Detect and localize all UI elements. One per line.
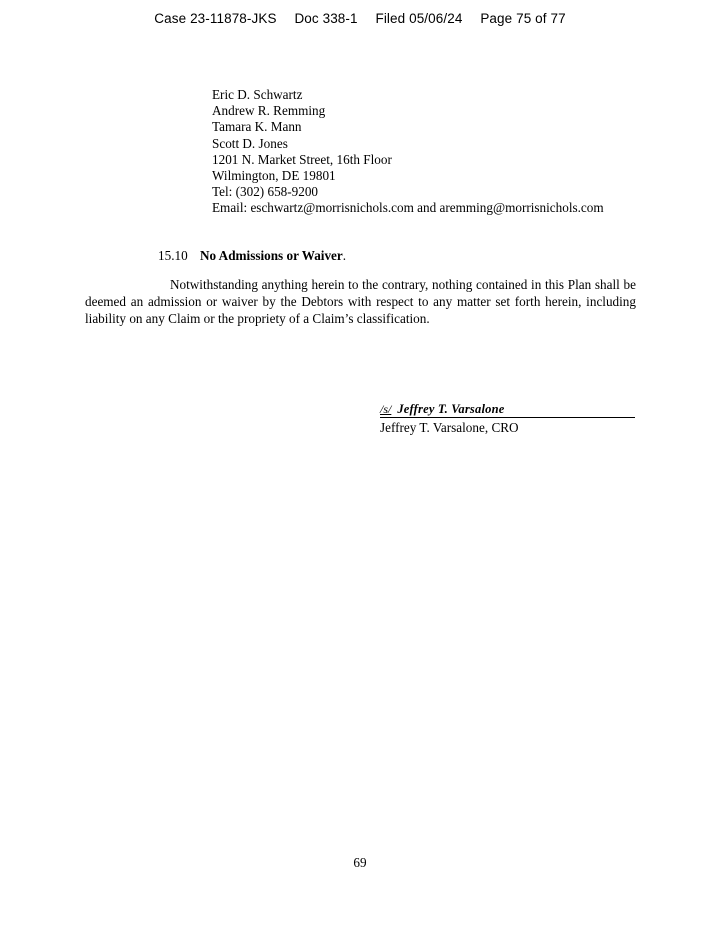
address-line: Email: eschwartz@morrisnichols.com and aremming@morrisnichols.com	[212, 200, 604, 216]
document-number: Doc 338-1	[294, 11, 358, 26]
section-heading	[158, 248, 346, 264]
address-line: Eric D. Schwartz	[212, 87, 303, 102]
court-filing-header	[0, 11, 720, 26]
signature-block	[380, 401, 635, 436]
page-of-total: Page 75 of 77	[480, 11, 566, 26]
address-line: 1201 N. Market Street, 16th Floor	[212, 151, 392, 167]
page-number: 69	[353, 855, 367, 870]
case-number: Case 23-11878-JKS	[154, 11, 277, 26]
address-line: Tamara K. Mann	[212, 119, 302, 135]
counsel-address-block	[212, 87, 604, 217]
address-line: Wilmington, DE 19801	[212, 168, 336, 184]
signature-line	[380, 401, 635, 418]
section-title-suffix: .	[342, 248, 347, 263]
filed-date: Filed 05/06/24	[375, 11, 463, 26]
signature-prefix: /s/	[380, 402, 392, 416]
section-body-paragraph: Notwithstanding anything herein to the contrary, nothing contained in this Plan shall be deemed an admission or waiver by the Debtors with respect to any matter set forth herein, including liability on any Claim or the propriety of a Claim’s classification.	[85, 277, 636, 326]
section-title: No Admissions or Waiver	[200, 248, 343, 263]
address-line: Andrew R. Remming	[212, 103, 326, 119]
section-number: 15.10	[158, 248, 188, 263]
address-line: Scott D. Jones	[212, 135, 288, 151]
signer-printed-name: Jeffrey T. Varsalone, CRO	[380, 420, 519, 435]
electronic-signature: Jeffrey T. Varsalone	[397, 402, 505, 416]
address-line: Tel: (302) 658-9200	[212, 184, 319, 200]
